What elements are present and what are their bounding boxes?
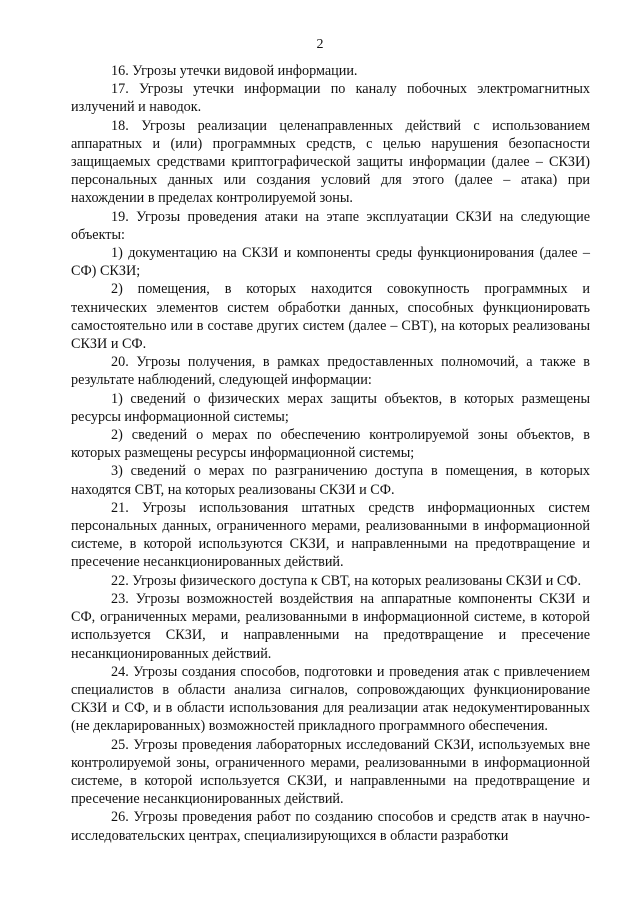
paragraph-18: 18. Угрозы реализации целенаправленных действий с использованием аппаратных и (или) программных средств, с целью нарушения безопасности защищаемых средствами криптографической защиты информации (далее – СКЗИ) персональных данных или создания условий для этого (далее – атака) при нахождении в пределах контролируемой зоны. xyxy=(71,117,590,207)
paragraph-23: 23. Угрозы возможностей воздействия на аппаратные компоненты СКЗИ и СФ, ограниченных мерами, реализованными в информационной системе, в которой используется СКЗИ, и направленными на предотвращение и пресечение несанкционированных действий. xyxy=(71,590,590,662)
paragraph-19: 19. Угрозы проведения атаки на этапе эксплуатации СКЗИ на следующие объекты: xyxy=(71,208,590,243)
paragraph-20-item-1: 1) сведений о физических мерах защиты объектов, в которых размещены ресурсы информационной системы; xyxy=(71,390,590,425)
paragraph-25: 25. Угрозы проведения лабораторных исследований СКЗИ, используемых вне контролируемой зоны, ограниченного мерами, реализованными в информационной системе, в которой используется СКЗИ, и направленными на предотвращение и пресечение несанкционированных действий. xyxy=(71,736,590,808)
paragraph-20-item-3: 3) сведений о мерах по разграничению доступа в помещения, в которых находятся СВТ, на которых реализованы СКЗИ и СФ. xyxy=(71,463,590,498)
paragraph-16: 16. Угрозы утечки видовой информации. xyxy=(111,63,358,79)
paragraph-19-item-1: 1) документацию на СКЗИ и компоненты среды функционирования (далее – СФ) СКЗИ; xyxy=(71,245,590,280)
paragraph-19-item-2: 2) помещения, в которых находится совокупность программных и технических элементов систем обработки данных, способных функционировать самостоятельно или в составе других систем (далее – СВТ), на которых реализованы СКЗИ и СФ. xyxy=(71,281,590,353)
document-body xyxy=(71,62,590,845)
paragraph-20: 20. Угрозы получения, в рамках предоставленных полномочий, а также в результате наблюдений, следующей информации: xyxy=(71,354,590,389)
paragraph-24: 24. Угрозы создания способов, подготовки и проведения атак с привлечением специалистов в области анализа сигналов, сопровождающих функционирование СКЗИ и СФ, и в области использования для реализации атак недокументированных (не декларированных) возможностей прикладного программного обеспечения. xyxy=(71,663,590,735)
paragraph-21: 21. Угрозы использования штатных средств информационных систем персональных данных, ограниченного мерами, реализованными в информационной системе, в которой используются СКЗИ, и направленными на предотвращение и пресечение несанкционированных действий. xyxy=(71,499,590,571)
paragraph-22: 22. Угрозы физического доступа к СВТ, на которых реализованы СКЗИ и СФ. xyxy=(111,572,582,589)
paragraph-26: 26. Угрозы проведения работ по созданию способов и средств атак в научно-исследовательских центрах, специализирующихся в области разработки xyxy=(71,809,590,844)
paragraph-20-item-2: 2) сведений о мерах по обеспечению контролируемой зоны объектов, в которых размещены ресурсы информационной системы; xyxy=(71,427,590,462)
page-number: 2 xyxy=(316,37,324,52)
paragraph-17: 17. Угрозы утечки информации по каналу побочных электромагнитных излучений и наводок. xyxy=(71,81,590,116)
